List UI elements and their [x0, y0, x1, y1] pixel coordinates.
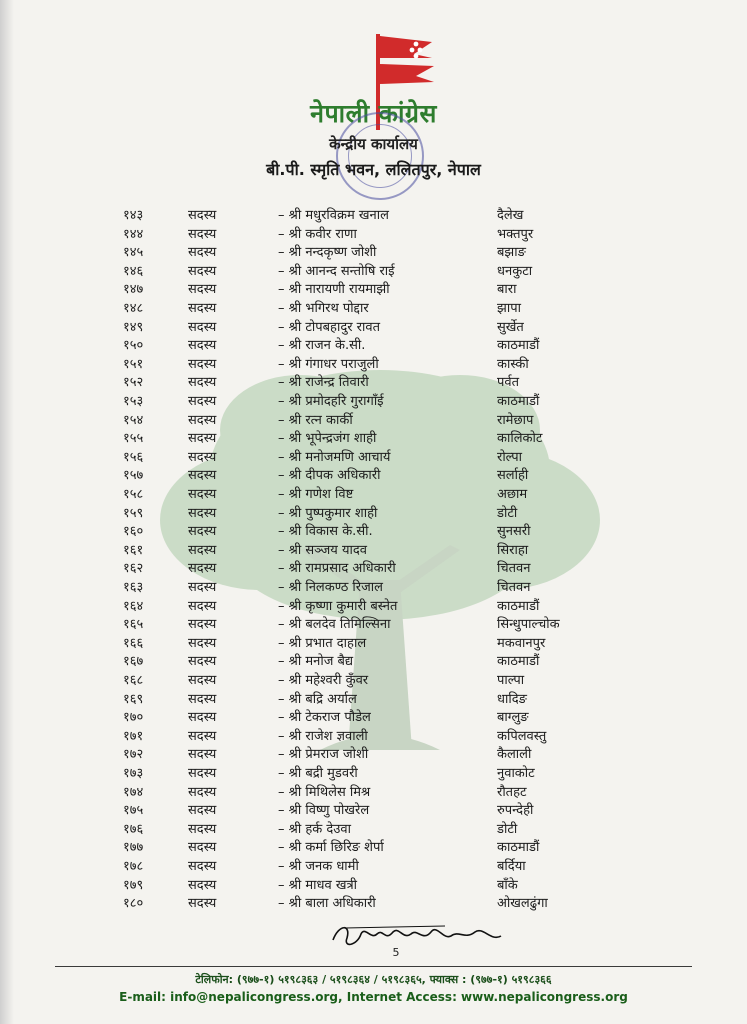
member-name: – श्री दीपक अधिकारी [278, 468, 381, 484]
member-number: १६७ [123, 654, 144, 670]
member-number: १७८ [123, 859, 144, 874]
member-number: १८० [123, 896, 144, 912]
member-district: सिन्धुपाल्चोक [497, 617, 560, 633]
member-row [0, 337, 747, 356]
member-number: १४८ [123, 301, 144, 316]
member-district: चितवन [497, 561, 531, 577]
member-name: – श्री नारायणी रायमाझी [278, 282, 390, 298]
member-number: १७६ [123, 821, 144, 837]
member-name: – श्री नन्दकृष्ण जोशी [278, 245, 377, 261]
member-number: १७३ [123, 766, 144, 781]
member-district: बाँके [497, 877, 518, 893]
member-name: – श्री मनोजमणि आचार्य [278, 449, 391, 465]
member-number: १५५ [123, 431, 144, 447]
member-number: १७२ [123, 747, 144, 763]
member-district: सुर्खेत [497, 319, 524, 335]
member-role: सदस्य [188, 487, 217, 502]
member-district: धादिङ [497, 691, 527, 707]
office-address: बी.पी. स्मृति भवन, ललितपुर, नेपाल [266, 160, 481, 179]
member-district: मकवानपुर [497, 635, 546, 651]
official-stamp [336, 112, 424, 200]
member-number: १७९ [123, 877, 144, 893]
member-name: – श्री कृष्णा कुमारी बस्नेत [278, 598, 398, 614]
member-district: नुवाकोट [497, 766, 535, 781]
member-number: १४९ [123, 319, 144, 335]
member-row [0, 374, 747, 393]
member-number: १६१ [123, 542, 144, 558]
member-district: डोटी [497, 505, 518, 521]
member-district: झापा [497, 301, 521, 316]
member-district: सुनसरी [497, 524, 531, 540]
member-number: १४५ [123, 245, 144, 261]
member-row [0, 802, 747, 821]
member-number: १४३ [123, 208, 144, 223]
member-number: १६३ [123, 580, 144, 595]
member-number: १७० [123, 710, 144, 726]
member-name: – श्री विकास के.सी. [278, 524, 373, 540]
member-district: ओखलढुंगा [497, 896, 548, 912]
member-district: डोटी [497, 821, 518, 837]
member-district: सर्लाही [497, 468, 529, 484]
member-name: – श्री आनन्द सन्तोषि राई [278, 263, 395, 279]
member-number: १५६ [123, 449, 144, 465]
member-district: कैलाली [497, 747, 532, 763]
member-name: – श्री मिथिलेस मिश्र [278, 784, 371, 800]
member-role: सदस्य [188, 561, 217, 577]
member-row [0, 467, 747, 486]
member-role: सदस्य [188, 338, 217, 354]
member-role: सदस्य [188, 784, 217, 800]
member-name: – श्री प्रभात दाहाल [278, 635, 367, 651]
member-role: सदस्य [188, 319, 217, 335]
member-row [0, 244, 747, 263]
member-role: सदस्य [188, 263, 217, 279]
member-number: १४७ [123, 282, 144, 298]
member-row [0, 839, 747, 858]
member-name: – श्री टेकराज पौडेल [278, 710, 371, 726]
member-name: – श्री रामप्रसाद अधिकारी [278, 561, 396, 577]
member-row [0, 542, 747, 561]
member-row [0, 746, 747, 765]
member-district: काठमाडौं [497, 840, 540, 856]
member-number: १६२ [123, 561, 144, 577]
member-name: – श्री कवीर राणा [278, 226, 357, 242]
member-district: रोल्पा [497, 449, 523, 465]
member-district: काठमाडौं [497, 654, 540, 670]
member-role: सदस्य [188, 896, 217, 912]
member-role: सदस्य [188, 877, 217, 893]
member-row [0, 728, 747, 747]
member-district: दैलेख [497, 208, 524, 223]
member-name: – श्री सञ्जय यादव [278, 542, 367, 558]
member-role: सदस्य [188, 375, 217, 391]
member-name: – श्री जनक धामी [278, 859, 359, 874]
member-role: सदस्य [188, 245, 217, 261]
member-row [0, 709, 747, 728]
footer-phone: टेलिफोन: (९७७-१) ५१९८३६३ / ५१९८३६४ / ५१९८३६५, फ्याक्स : (९७७-१) ५१९८३६६ [195, 973, 552, 986]
member-name: – श्री मनोज बैद्य [278, 654, 354, 670]
member-name: – श्री भगिरथ पोद्दार [278, 301, 369, 316]
member-name: – श्री निलकण्ठ रिजाल [278, 580, 383, 595]
footer-divider [55, 966, 692, 967]
member-name: – श्री मधुरविक्रम खनाल [278, 208, 389, 223]
member-role: सदस्य [188, 542, 217, 558]
member-name: – श्री हर्क देउवा [278, 821, 351, 837]
member-row [0, 263, 747, 282]
member-district: रामेछाप [497, 412, 534, 428]
member-name: – श्री राजन के.सी. [278, 338, 366, 354]
member-row [0, 691, 747, 710]
member-role: सदस्य [188, 766, 217, 781]
member-name: – श्री प्रमोदहरि गुरागाँई [278, 394, 384, 409]
member-name: – श्री पुष्पकुमार शाही [278, 505, 378, 521]
page-number: 5 [392, 946, 400, 959]
member-role: सदस्य [188, 449, 217, 465]
member-role: सदस्य [188, 301, 217, 316]
member-district: काठमाडौं [497, 394, 540, 409]
member-row [0, 412, 747, 431]
member-number: १६९ [123, 691, 144, 707]
member-name: – श्री बलदेव तिमिल्सिना [278, 617, 391, 633]
member-row [0, 616, 747, 635]
member-number: १५९ [123, 505, 144, 521]
member-name: – श्री राजेन्द्र तिवारी [278, 375, 369, 391]
member-number: १७१ [123, 728, 144, 744]
member-name: – श्री महेश्वरी कुँवर [278, 673, 369, 688]
member-number: १६६ [123, 635, 144, 651]
member-row [0, 653, 747, 672]
member-row [0, 300, 747, 319]
member-row [0, 449, 747, 468]
member-name: – श्री भूपेन्द्रजंग शाही [278, 431, 377, 447]
member-row [0, 858, 747, 877]
member-row [0, 486, 747, 505]
member-row [0, 895, 747, 914]
member-district: रौतहट [497, 784, 527, 800]
member-role: सदस्य [188, 691, 217, 707]
member-role: सदस्य [188, 803, 217, 819]
member-role: सदस्य [188, 747, 217, 763]
member-district: सिराहा [497, 542, 529, 558]
member-district: रुपन्देही [497, 803, 534, 819]
member-row [0, 356, 747, 375]
member-row [0, 505, 747, 524]
member-district: बझाङ [497, 245, 526, 261]
member-role: सदस्य [188, 505, 217, 521]
member-role: सदस्य [188, 859, 217, 874]
member-role: सदस्य [188, 282, 217, 298]
member-role: सदस्य [188, 356, 217, 372]
member-role: सदस्य [188, 431, 217, 447]
member-district: अछाम [497, 487, 528, 502]
member-number: १५१ [123, 356, 144, 372]
member-role: सदस्य [188, 617, 217, 633]
member-number: १४६ [123, 263, 144, 279]
member-number: १४४ [123, 226, 144, 242]
member-row [0, 821, 747, 840]
footer-email: E-mail: info@nepalicongress.org, Internet Access: www.nepalicongress.org [119, 990, 628, 1004]
member-role: सदस्य [188, 635, 217, 651]
member-role: सदस्य [188, 728, 217, 744]
member-number: १५७ [123, 468, 144, 484]
member-number: १५४ [123, 412, 144, 428]
member-number: १५३ [123, 394, 144, 409]
member-name: – श्री गंगाधर पराजुली [278, 356, 379, 372]
member-number: १६८ [123, 673, 144, 688]
member-name: – श्री कर्मा छिरिङ शेर्पा [278, 840, 384, 856]
member-role: सदस्य [188, 654, 217, 670]
member-district: धनकुटा [497, 263, 533, 279]
member-name: – श्री रत्न कार्की [278, 412, 353, 428]
member-number: १६५ [123, 617, 144, 633]
member-role: सदस्य [188, 468, 217, 484]
member-role: सदस्य [188, 821, 217, 837]
member-district: पाल्पा [497, 673, 525, 688]
member-row [0, 784, 747, 803]
member-row [0, 672, 747, 691]
member-district: बारा [497, 282, 517, 298]
member-name: – श्री प्रेमराज जोशी [278, 747, 369, 763]
member-number: १५० [123, 338, 144, 354]
member-row [0, 281, 747, 300]
member-number: १६० [123, 524, 144, 540]
member-role: सदस्य [188, 394, 217, 409]
member-district: कपिलवस्तु [497, 728, 547, 744]
member-role: सदस्य [188, 412, 217, 428]
member-row [0, 560, 747, 579]
member-role: सदस्य [188, 598, 217, 614]
member-role: सदस्य [188, 524, 217, 540]
member-row [0, 393, 747, 412]
member-role: सदस्य [188, 840, 217, 856]
member-number: १७७ [123, 840, 144, 856]
member-row [0, 579, 747, 598]
member-number: १५२ [123, 375, 144, 391]
member-name: – श्री बाला अधिकारी [278, 896, 376, 912]
member-number: १७५ [123, 803, 144, 819]
member-row [0, 207, 747, 226]
member-district: पर्वत [497, 375, 520, 391]
member-row [0, 430, 747, 449]
member-number: १७४ [123, 784, 144, 800]
member-name: – श्री विष्णु पोखरेल [278, 803, 370, 819]
member-district: बर्दिया [497, 859, 526, 874]
member-number: १६४ [123, 598, 144, 614]
member-role: सदस्य [188, 673, 217, 688]
member-row [0, 226, 747, 245]
member-district: कास्की [497, 356, 529, 372]
member-district: चितवन [497, 580, 531, 595]
member-role: सदस्य [188, 208, 217, 223]
member-number: १५८ [123, 487, 144, 502]
member-district: भक्तपुर [497, 226, 534, 242]
member-name: – श्री बद्री मुडवरी [278, 766, 358, 781]
member-role: सदस्य [188, 710, 217, 726]
signature [325, 918, 515, 952]
member-row [0, 598, 747, 617]
member-row [0, 877, 747, 896]
member-row [0, 319, 747, 338]
member-name: – श्री गणेश विष्ट [278, 487, 354, 502]
member-row [0, 635, 747, 654]
member-district: कालिकोट [497, 431, 543, 447]
office-name: केन्द्रीय कार्यालय [329, 135, 418, 153]
member-name: – श्री बद्रि अर्याल [278, 691, 357, 707]
member-name: – श्री राजेश ज्ञवाली [278, 728, 368, 744]
member-name: – श्री टोपबहादुर रावत [278, 319, 381, 335]
member-district: काठमाडौं [497, 598, 540, 614]
member-role: सदस्य [188, 226, 217, 242]
member-district: काठमाडौं [497, 338, 540, 354]
member-row [0, 765, 747, 784]
member-row [0, 523, 747, 542]
member-district: बाग्लुङ [497, 710, 529, 726]
member-role: सदस्य [188, 580, 217, 595]
member-name: – श्री माधव खत्री [278, 877, 358, 893]
org-name: नेपाली कांग्रेस [310, 99, 437, 128]
